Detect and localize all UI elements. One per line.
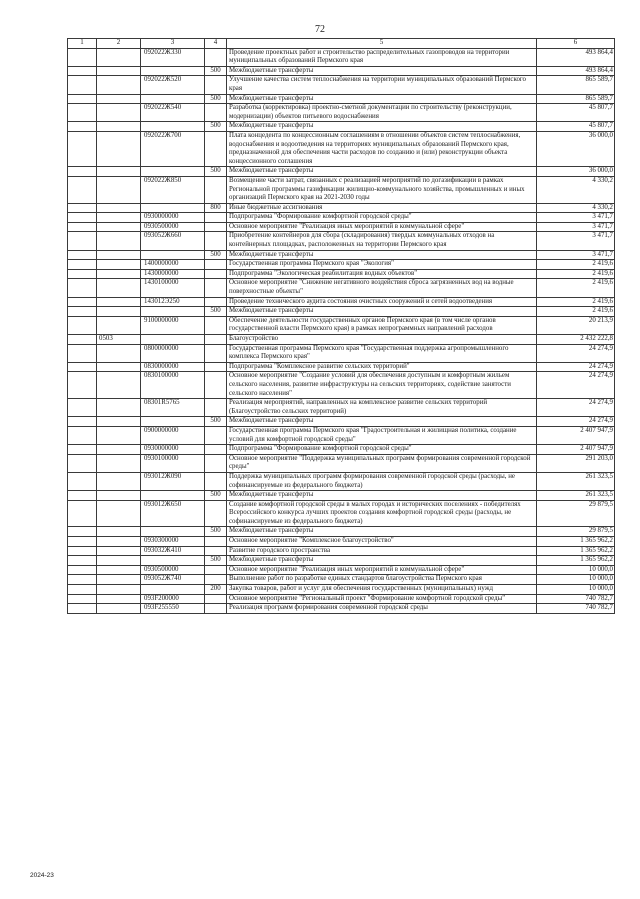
target-article-code xyxy=(141,556,205,566)
expense-type-code xyxy=(205,445,227,455)
item-name: Подпрограмма "Формирование комфортной городской среды" xyxy=(227,213,537,223)
table-row xyxy=(68,213,615,223)
amount-value: 2 419,6 xyxy=(537,260,615,270)
item-name: Основное мероприятие "Снижение негативного воздействия сброса загрязненных вод на водные поверхностные объекты" xyxy=(227,279,537,297)
amount-value: 29 879,5 xyxy=(537,500,615,527)
table-row xyxy=(68,104,615,122)
expense-type-code: 500 xyxy=(205,417,227,427)
amount-value: 10 000,0 xyxy=(537,585,615,595)
subsection-code xyxy=(97,48,141,66)
item-name: Межбюджетные трансферты xyxy=(227,491,537,501)
expense-type-code xyxy=(205,594,227,604)
cell-col-1 xyxy=(68,527,97,537)
table-row xyxy=(68,250,615,260)
table-row xyxy=(68,399,615,417)
table-row xyxy=(68,167,615,177)
expense-type-code: 500 xyxy=(205,307,227,317)
subsection-code xyxy=(97,417,141,427)
subsection-code xyxy=(97,546,141,556)
subsection-code xyxy=(97,203,141,213)
target-article-code: 092022Ж540 xyxy=(141,104,205,122)
item-name: Возмещение части затрат, связанных с реализацией мероприятий по догазификации в рамках Региональной программы газификации жилищно-коммунального хозяйства, промышленных и иных организаций Пермского края на 2021-2030 годы xyxy=(227,176,537,203)
target-article-code: 0900000000 xyxy=(141,426,205,444)
expense-type-code xyxy=(205,344,227,362)
expense-type-code xyxy=(205,176,227,203)
amount-value: 4 330,2 xyxy=(537,176,615,203)
target-article-code xyxy=(141,491,205,501)
target-article-code xyxy=(141,122,205,132)
cell-col-1 xyxy=(68,417,97,427)
subsection-code xyxy=(97,297,141,307)
target-article-code xyxy=(141,203,205,213)
amount-value: 2 419,6 xyxy=(537,279,615,297)
subsection-code xyxy=(97,213,141,223)
target-article-code: 0930000000 xyxy=(141,213,205,223)
cell-col-1 xyxy=(68,426,97,444)
table-row xyxy=(68,94,615,104)
table-row xyxy=(68,260,615,270)
amount-value: 24 274,9 xyxy=(537,399,615,417)
target-article-code: 093032Ж410 xyxy=(141,546,205,556)
table-row xyxy=(68,604,615,614)
target-article-code: 092022Ж330 xyxy=(141,48,205,66)
subsection-code xyxy=(97,307,141,317)
amount-value: 10 000,0 xyxy=(537,565,615,575)
item-name: Основное мероприятие "Региональный проект "Формирование комфортной городской среды" xyxy=(227,594,537,604)
item-name: Подпрограмма "Формирование комфортной городской среды" xyxy=(227,445,537,455)
expense-type-code: 500 xyxy=(205,94,227,104)
cell-col-1 xyxy=(68,297,97,307)
item-name: Разработка (корректировка) проектно-сметной документации по строительству (реконструкции, модернизации) объектов питьевого водоснабжения xyxy=(227,104,537,122)
item-name: Межбюджетные трансферты xyxy=(227,167,537,177)
cell-col-1 xyxy=(68,399,97,417)
cell-col-1 xyxy=(68,260,97,270)
target-article-code xyxy=(141,307,205,317)
amount-value: 865 589,7 xyxy=(537,76,615,94)
amount-value: 865 589,7 xyxy=(537,94,615,104)
expense-type-code xyxy=(205,213,227,223)
expense-type-code xyxy=(205,537,227,547)
table-row xyxy=(68,335,615,345)
subsection-code xyxy=(97,372,141,399)
expense-type-code xyxy=(205,565,227,575)
subsection-code xyxy=(97,176,141,203)
amount-value: 493 864,4 xyxy=(537,48,615,66)
target-article-code: 0800000000 xyxy=(141,344,205,362)
item-name: Приобретение контейнеров для сбора (складирования) твердых коммунальных отходов на контейнерных площадках, расположенных на территории Пермского края xyxy=(227,232,537,250)
cell-col-1 xyxy=(68,104,97,122)
item-name: Государственная программа Пермского края "Экология" xyxy=(227,260,537,270)
expense-type-code xyxy=(205,279,227,297)
amount-value: 4 330,2 xyxy=(537,203,615,213)
target-article-code xyxy=(141,527,205,537)
expense-type-code xyxy=(205,546,227,556)
subsection-code: 0503 xyxy=(97,335,141,345)
item-name: Межбюджетные трансферты xyxy=(227,556,537,566)
expense-type-code xyxy=(205,232,227,250)
expense-type-code xyxy=(205,454,227,472)
expense-type-code: 500 xyxy=(205,527,227,537)
amount-value: 45 807,7 xyxy=(537,104,615,122)
cell-col-1 xyxy=(68,565,97,575)
target-article-code: 0830100000 xyxy=(141,372,205,399)
subsection-code xyxy=(97,76,141,94)
cell-col-1 xyxy=(68,316,97,334)
amount-value: 45 807,7 xyxy=(537,122,615,132)
target-article-code xyxy=(141,417,205,427)
target-article-code: 093052Ж740 xyxy=(141,575,205,585)
cell-col-1 xyxy=(68,167,97,177)
subsection-code xyxy=(97,269,141,279)
table-row xyxy=(68,445,615,455)
amount-value: 740 782,7 xyxy=(537,594,615,604)
item-name: Межбюджетные трансферты xyxy=(227,66,537,76)
expense-type-code xyxy=(205,335,227,345)
expense-type-code xyxy=(205,48,227,66)
cell-col-1 xyxy=(68,344,97,362)
cell-col-1 xyxy=(68,250,97,260)
expense-type-code xyxy=(205,500,227,527)
cell-col-1 xyxy=(68,122,97,132)
table-row xyxy=(68,131,615,166)
table-row xyxy=(68,546,615,556)
amount-value: 2 419,6 xyxy=(537,307,615,317)
table-row xyxy=(68,556,615,566)
target-article-code: 1430000000 xyxy=(141,269,205,279)
table-row xyxy=(68,426,615,444)
amount-value: 493 864,4 xyxy=(537,66,615,76)
cell-col-1 xyxy=(68,454,97,472)
cell-col-1 xyxy=(68,66,97,76)
item-name: Реализация программ формирования современной городской среды xyxy=(227,604,537,614)
item-name: Улучшение качества систем теплоснабжения на территории муниципальных образований Пермского края xyxy=(227,76,537,94)
item-name: Межбюджетные трансферты xyxy=(227,122,537,132)
item-name: Основное мероприятие "Комплексное благоустройство" xyxy=(227,537,537,547)
table-row xyxy=(68,316,615,334)
column-header: 3 xyxy=(141,39,205,49)
table-row xyxy=(68,500,615,527)
expense-type-code: 500 xyxy=(205,66,227,76)
amount-value: 2 432 222,8 xyxy=(537,335,615,345)
table-row xyxy=(68,297,615,307)
amount-value: 2 407 947,9 xyxy=(537,445,615,455)
table-row xyxy=(68,344,615,362)
cell-col-1 xyxy=(68,491,97,501)
item-name: Основное мероприятие "Реализация иных мероприятий в коммунальной сфере" xyxy=(227,565,537,575)
subsection-code xyxy=(97,250,141,260)
expense-type-code xyxy=(205,472,227,490)
subsection-code xyxy=(97,222,141,232)
subsection-code xyxy=(97,94,141,104)
expense-type-code xyxy=(205,76,227,94)
cell-col-1 xyxy=(68,131,97,166)
amount-value: 24 274,9 xyxy=(537,344,615,362)
subsection-code xyxy=(97,426,141,444)
cell-col-1 xyxy=(68,176,97,203)
cell-col-1 xyxy=(68,76,97,94)
amount-value: 291 203,0 xyxy=(537,454,615,472)
item-name: Межбюджетные трансферты xyxy=(227,250,537,260)
table-row xyxy=(68,491,615,501)
cell-col-1 xyxy=(68,472,97,490)
subsection-code xyxy=(97,537,141,547)
subsection-code xyxy=(97,500,141,527)
item-name: Основное мероприятие "Поддержка муниципальных программ формирования современной городской среды" xyxy=(227,454,537,472)
subsection-code xyxy=(97,527,141,537)
table-row xyxy=(68,454,615,472)
amount-value: 2 419,6 xyxy=(537,269,615,279)
subsection-code xyxy=(97,575,141,585)
expense-type-code xyxy=(205,260,227,270)
expense-type-code xyxy=(205,104,227,122)
amount-value: 740 782,7 xyxy=(537,604,615,614)
cell-col-1 xyxy=(68,546,97,556)
table-row xyxy=(68,362,615,372)
subsection-code xyxy=(97,316,141,334)
cell-col-1 xyxy=(68,445,97,455)
amount-value: 24 274,9 xyxy=(537,372,615,399)
expense-type-code: 500 xyxy=(205,122,227,132)
column-header: 6 xyxy=(537,39,615,49)
subsection-code xyxy=(97,604,141,614)
item-name: Проведение технического аудита состояния очистных сооружений и сетей водоотведения xyxy=(227,297,537,307)
amount-value: 20 213,9 xyxy=(537,316,615,334)
amount-value: 2 407 947,9 xyxy=(537,426,615,444)
target-article-code: 093012Ж090 xyxy=(141,472,205,490)
item-name: Межбюджетные трансферты xyxy=(227,417,537,427)
subsection-code xyxy=(97,104,141,122)
target-article-code: 9100000000 xyxy=(141,316,205,334)
target-article-code xyxy=(141,94,205,104)
expense-type-code xyxy=(205,222,227,232)
target-article-code xyxy=(141,250,205,260)
table-row xyxy=(68,527,615,537)
column-header: 2 xyxy=(97,39,141,49)
subsection-code xyxy=(97,131,141,166)
cell-col-1 xyxy=(68,213,97,223)
amount-value: 261 323,5 xyxy=(537,472,615,490)
subsection-code xyxy=(97,491,141,501)
item-name: Межбюджетные трансферты xyxy=(227,527,537,537)
subsection-code xyxy=(97,66,141,76)
table-row xyxy=(68,417,615,427)
budget-table xyxy=(67,38,615,614)
item-name: Основное мероприятие "Создание условий для обеспечения доступным и комфортным жильем сельского населения, развитие инфраструктуры на сельских территориях, содействие занятости сельского населения" xyxy=(227,372,537,399)
target-article-code: 0930000000 xyxy=(141,445,205,455)
amount-value: 24 274,9 xyxy=(537,417,615,427)
target-article-code: 093052Ж660 xyxy=(141,232,205,250)
column-header: 5 xyxy=(227,39,537,49)
cell-col-1 xyxy=(68,222,97,232)
subsection-code xyxy=(97,556,141,566)
subsection-code xyxy=(97,344,141,362)
target-article-code xyxy=(141,66,205,76)
expense-type-code xyxy=(205,575,227,585)
cell-col-1 xyxy=(68,594,97,604)
table-row xyxy=(68,269,615,279)
cell-col-1 xyxy=(68,203,97,213)
expense-type-code xyxy=(205,316,227,334)
expense-type-code: 500 xyxy=(205,250,227,260)
target-article-code: 093012Ж650 xyxy=(141,500,205,527)
item-name: Межбюджетные трансферты xyxy=(227,94,537,104)
target-article-code xyxy=(141,335,205,345)
table-row xyxy=(68,222,615,232)
item-name: Проведение проектных работ и строительство распределительных газопроводов на территории муниципальных образований Пермского края xyxy=(227,48,537,66)
subsection-code xyxy=(97,232,141,250)
target-article-code: 093F255550 xyxy=(141,604,205,614)
table-row xyxy=(68,372,615,399)
table-row xyxy=(68,66,615,76)
amount-value: 36 000,0 xyxy=(537,167,615,177)
cell-col-1 xyxy=(68,232,97,250)
target-article-code: 092022Ж520 xyxy=(141,76,205,94)
amount-value: 3 471,7 xyxy=(537,250,615,260)
amount-value: 10 000,0 xyxy=(537,575,615,585)
item-name: Выполнение работ по разработке единых стандартов благоустройства Пермского края xyxy=(227,575,537,585)
expense-type-code: 500 xyxy=(205,167,227,177)
header-row xyxy=(68,39,615,49)
item-name: Государственная программа Пермского края "Градостроительная и жилищная политика, создание условий для комфортной городской среды" xyxy=(227,426,537,444)
amount-value: 24 274,9 xyxy=(537,362,615,372)
table-row xyxy=(68,203,615,213)
subsection-code xyxy=(97,362,141,372)
cell-col-1 xyxy=(68,48,97,66)
item-name: Обеспечение деятельности государственных органов Пермского края (в том числе органов государственной власти Пермского края) в рамках непрограммных направлений расходов xyxy=(227,316,537,334)
amount-value: 2 419,6 xyxy=(537,297,615,307)
cell-col-1 xyxy=(68,335,97,345)
target-article-code: 0930300000 xyxy=(141,537,205,547)
column-header: 4 xyxy=(205,39,227,49)
target-article-code: 0930500000 xyxy=(141,222,205,232)
expense-type-code: 500 xyxy=(205,556,227,566)
cell-col-1 xyxy=(68,500,97,527)
table-row xyxy=(68,537,615,547)
table-row xyxy=(68,232,615,250)
amount-value: 1 365 962,2 xyxy=(537,546,615,556)
item-name: Государственная программа Пермского края "Государственная поддержка агропромышленного комплекса Пермского края" xyxy=(227,344,537,362)
target-article-code: 092022Ж850 xyxy=(141,176,205,203)
target-article-code: 0930100000 xyxy=(141,454,205,472)
column-header: 1 xyxy=(68,39,97,49)
cell-col-1 xyxy=(68,575,97,585)
table-row xyxy=(68,176,615,203)
subsection-code xyxy=(97,454,141,472)
expense-type-code: 500 xyxy=(205,491,227,501)
subsection-code xyxy=(97,399,141,417)
expense-type-code: 800 xyxy=(205,203,227,213)
table-row xyxy=(68,594,615,604)
cell-col-1 xyxy=(68,94,97,104)
footer-code: 2024-23 xyxy=(30,872,54,879)
item-name: Создание комфортной городской среды в малых городах и исторических поселениях - победителях Всероссийского конкурса лучших проектов создания комфортной городской среды (расходы, не софинансируемые из федерального бюджета) xyxy=(227,500,537,527)
cell-col-1 xyxy=(68,362,97,372)
cell-col-1 xyxy=(68,279,97,297)
target-article-code: 08301R5765 xyxy=(141,399,205,417)
cell-col-1 xyxy=(68,556,97,566)
subsection-code xyxy=(97,260,141,270)
cell-col-1 xyxy=(68,269,97,279)
table-row xyxy=(68,76,615,94)
cell-col-1 xyxy=(68,307,97,317)
target-article-code xyxy=(141,585,205,595)
amount-value: 3 471,7 xyxy=(537,213,615,223)
expense-type-code xyxy=(205,372,227,399)
table-row xyxy=(68,122,615,132)
item-name: Подпрограмма "Экологическая реабилитация водных объектов" xyxy=(227,269,537,279)
subsection-code xyxy=(97,445,141,455)
expense-type-code xyxy=(205,269,227,279)
expense-type-code xyxy=(205,426,227,444)
expense-type-code xyxy=(205,399,227,417)
subsection-code xyxy=(97,279,141,297)
item-name: Межбюджетные трансферты xyxy=(227,307,537,317)
subsection-code xyxy=(97,594,141,604)
target-article-code: 0830000000 xyxy=(141,362,205,372)
expense-type-code xyxy=(205,604,227,614)
target-article-code xyxy=(141,167,205,177)
target-article-code: 0930500000 xyxy=(141,565,205,575)
item-name: Закупка товаров, работ и услуг для обеспечения государственных (муниципальных) нужд xyxy=(227,585,537,595)
amount-value: 36 000,0 xyxy=(537,131,615,166)
expense-type-code xyxy=(205,362,227,372)
cell-col-1 xyxy=(68,372,97,399)
subsection-code xyxy=(97,167,141,177)
target-article-code: 143012Э250 xyxy=(141,297,205,307)
item-name: Подпрограмма "Комплексное развитие сельских территорий" xyxy=(227,362,537,372)
subsection-code xyxy=(97,472,141,490)
item-name: Основное мероприятие "Реализация иных мероприятий в коммунальной сфере" xyxy=(227,222,537,232)
amount-value: 261 323,5 xyxy=(537,491,615,501)
item-name: Иные бюджетные ассигнования xyxy=(227,203,537,213)
cell-col-1 xyxy=(68,585,97,595)
table-row xyxy=(68,472,615,490)
amount-value: 1 365 962,2 xyxy=(537,537,615,547)
expense-type-code: 200 xyxy=(205,585,227,595)
item-name: Реализация мероприятий, направленных на комплексное развитие сельских территорий (Благоустройство сельских территорий) xyxy=(227,399,537,417)
item-name: Поддержка муниципальных программ формирования современной городской среды (расходы, не софинансируемые из федерального бюджета) xyxy=(227,472,537,490)
table-row xyxy=(68,279,615,297)
target-article-code: 1430100000 xyxy=(141,279,205,297)
item-name: Развитие городского пространства xyxy=(227,546,537,556)
table-row xyxy=(68,48,615,66)
cell-col-1 xyxy=(68,537,97,547)
cell-col-1 xyxy=(68,604,97,614)
amount-value: 3 471,7 xyxy=(537,222,615,232)
table-row xyxy=(68,307,615,317)
table-body xyxy=(68,48,615,613)
subsection-code xyxy=(97,585,141,595)
target-article-code: 1400000000 xyxy=(141,260,205,270)
table-row xyxy=(68,575,615,585)
table-row xyxy=(68,585,615,595)
subsection-code xyxy=(97,565,141,575)
expense-type-code xyxy=(205,297,227,307)
table-row xyxy=(68,565,615,575)
amount-value: 1 365 962,2 xyxy=(537,556,615,566)
amount-value: 3 471,7 xyxy=(537,232,615,250)
item-name: Благоустройство xyxy=(227,335,537,345)
expense-type-code xyxy=(205,131,227,166)
item-name: Плата концедента по концессионным соглашениям в отношении объектов систем теплоснабжения, водоснабжения и водоотведения на территориях муниципальных образований Пермского края, предназначенной для обеспечения части расходов по созданию и (или) реконструкции объекта концессионного соглашения xyxy=(227,131,537,166)
target-article-code: 092022Ж700 xyxy=(141,131,205,166)
amount-value: 29 879,5 xyxy=(537,527,615,537)
target-article-code: 093F200000 xyxy=(141,594,205,604)
page-number: 72 xyxy=(315,24,325,35)
subsection-code xyxy=(97,122,141,132)
